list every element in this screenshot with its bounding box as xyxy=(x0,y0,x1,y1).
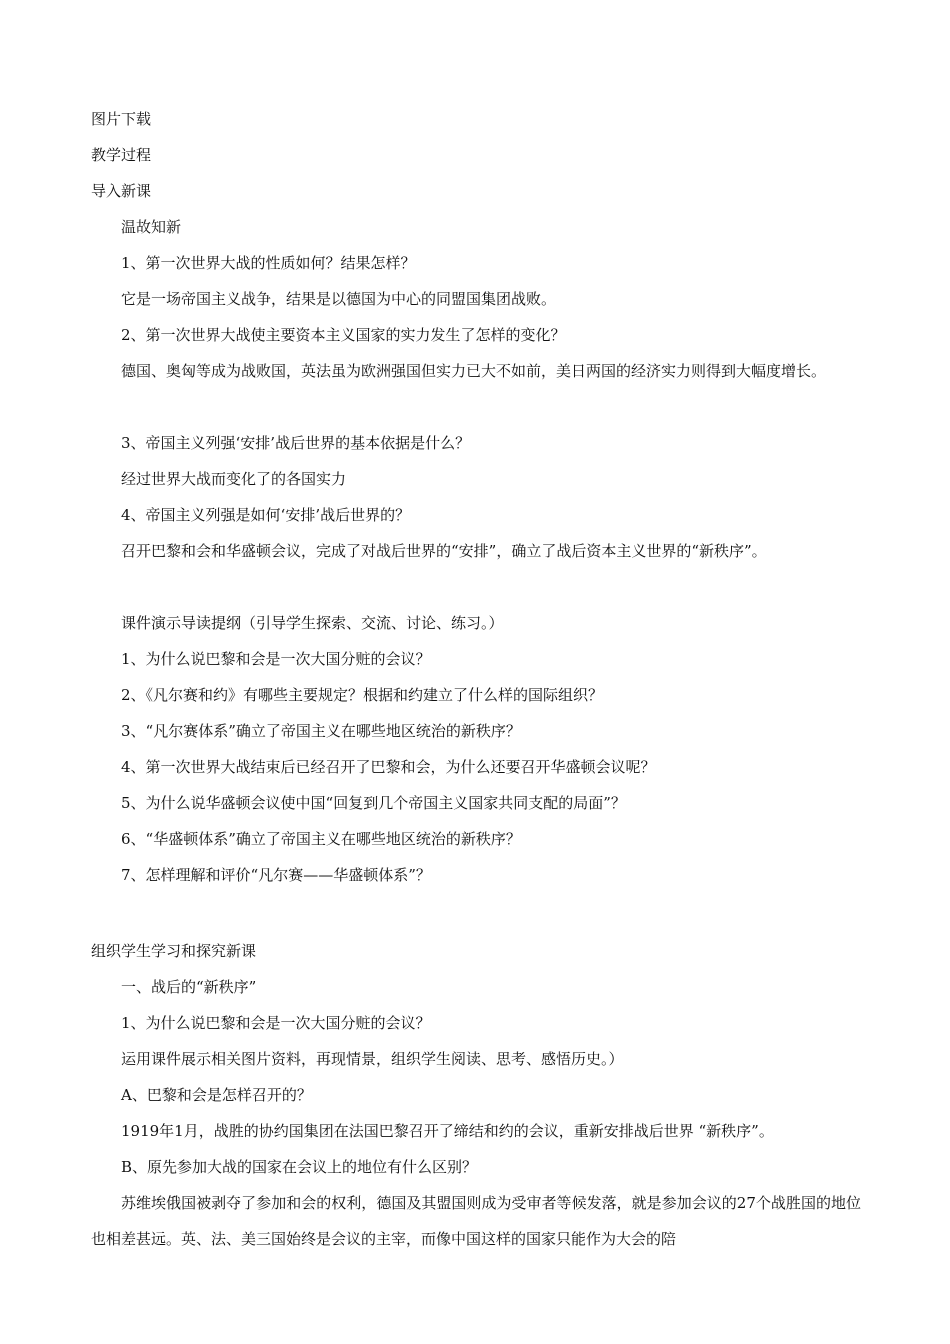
text-line: 组织学生学习和探究新课 xyxy=(91,942,257,960)
text-line: 经过世界大战而变化了的各国实力 xyxy=(121,470,347,488)
text-line: 1、为什么说巴黎和会是一次大国分赃的会议？ xyxy=(121,1014,431,1032)
text-line: 课件演示导读提纲（引导学生探索、交流、讨论、练习。） xyxy=(121,614,504,632)
text-paragraph: 德国、奥匈等成为战败国，英法虽为欧洲强国但实力已大不如前，美日两国的经济实力则得到大幅度增长。 xyxy=(121,362,827,380)
text-line: 导入新课 xyxy=(91,182,152,200)
text-line: A、巴黎和会是怎样召开的？ xyxy=(121,1086,312,1104)
text-line: 图片下载 xyxy=(91,110,152,128)
text-line: 一、战后的“新秩序” xyxy=(121,978,257,996)
text-line: 2、《凡尔赛和约》有哪些主要规定？根据和约建立了什么样的国际组织？ xyxy=(121,686,604,704)
text-line: 5、为什么说华盛顿会议使中国“回复到几个帝国主义国家共同支配的局面”？ xyxy=(121,794,626,812)
text-line: 7、怎样理解和评价“凡尔赛——华盛顿体系”？ xyxy=(121,866,431,884)
text-line: 3、帝国主义列强‘安排’战后世界的基本依据是什么？ xyxy=(121,434,471,452)
document-body xyxy=(91,101,861,1257)
text-line: 1、为什么说巴黎和会是一次大国分赃的会议？ xyxy=(121,650,431,668)
text-paragraph: 苏维埃俄国被剥夺了参加和会的权利，德国及其盟国则成为受审者等候发落，就是参加会议的27个战胜国的地位也相差甚远。英、法、美三国始终是会议的主宰，而像中国这样的国家只能作为大会的陪 xyxy=(91,1194,861,1248)
text-line: 它是一场帝国主义战争，结果是以德国为中心的同盟国集团战败。 xyxy=(121,290,557,308)
text-line: 4、第一次世界大战结束后已经召开了巴黎和会，为什么还要召开华盛顿会议呢？ xyxy=(121,758,656,776)
text-line: 3、“凡尔赛体系”确立了帝国主义在哪些地区统治的新秩序？ xyxy=(121,722,521,740)
text-line: 温故知新 xyxy=(121,218,182,236)
text-line: 运用课件展示相关图片资料，再现情景，组织学生阅读、思考、感悟历史。） xyxy=(121,1050,624,1068)
paragraph-gap xyxy=(91,893,861,933)
text-line: B、原先参加大战的国家在会议上的地位有什么区别？ xyxy=(121,1158,478,1176)
text-line: 1、第一次世界大战的性质如何？结果怎样？ xyxy=(121,254,416,272)
text-line: 6、“华盛顿体系”确立了帝国主义在哪些地区统治的新秩序？ xyxy=(121,830,521,848)
text-paragraph: 召开巴黎和会和华盛顿会议，完成了对战后世界的“安排”，确立了战后资本主义世界的“新秩序”。 xyxy=(121,542,767,560)
text-line: 2、第一次世界大战使主要资本主义国家的实力发生了怎样的变化？ xyxy=(121,326,566,344)
text-line: 1919年1月，战胜的协约国集团在法国巴黎召开了缔结和约的会议，重新安排战后世界 “新秩序”。 xyxy=(121,1122,774,1140)
text-line: 教学过程 xyxy=(91,146,152,164)
text-line: 4、帝国主义列强是如何‘安排’战后世界的？ xyxy=(121,506,411,524)
